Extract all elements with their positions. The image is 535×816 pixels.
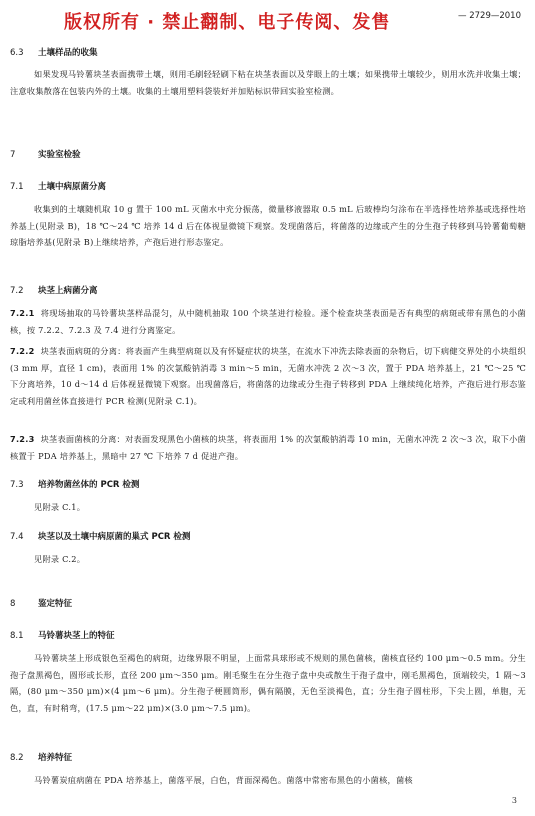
clause-number: 7.2.2 [10, 346, 35, 356]
clause-text: 块茎表面菌核的分离：对表面发现黑色小菌核的块茎，将表面用 1% 的次氯酸钠消毒 10 min，无菌水冲洗 2 次～3 次，取下小菌核置于 PDA 培养基上，黑暗中 27 ℃ 下培养 7 d 促进产孢。 [10, 434, 526, 461]
section-7-1-heading [10, 180, 106, 192]
section-7-3-paragraph: 见附录 C.1。 [34, 502, 86, 512]
section-number: 6.3 [10, 48, 24, 58]
section-number: 7.2 [10, 286, 24, 296]
standard-code: — 2729—2010 [458, 11, 521, 21]
clause-number: 7.2.1 [10, 308, 35, 318]
clause-7-2-3 [10, 431, 526, 464]
section-7-4-paragraph: 见附录 C.2。 [34, 554, 86, 564]
section-8-heading [10, 597, 72, 609]
section-title: 实验室检验 [38, 150, 81, 160]
copyright-watermark: 版权所有 · 禁止翻制、电子传阅、发售 [64, 12, 391, 33]
section-title: 土壤样品的收集 [38, 48, 98, 58]
section-title: 鉴定特征 [38, 599, 73, 609]
section-title: 培养物菌丝体的 PCR 检测 [38, 480, 140, 490]
clause-text: 块茎表面病斑的分离：将表面产生典型病斑以及有怀疑症状的块茎，在流水下冲洗去除表面的杂物后，切下病健交界处的小块组织(3 mm 厚，直径 1 cm)，表面用 1% 的次氯酸钠消毒 3 min～5 min，无菌水冲洗 2 次～3 次，置于 PDA 培养基上，21 ℃～25 ℃ 下分离培养，10 d～14 d 后体视显微镜下观察。出现菌落后，将菌落的边缘或分生孢子转移到 PDA 上继续纯化培养，产孢后进行形态鉴定或利用菌丝体直接进行 PCR 检测(见附录 C.1)。 [10, 346, 526, 406]
clause-number: 7.2.3 [10, 434, 35, 444]
section-6-3-paragraph: 如果发现马铃薯块茎表面携带土壤，则用毛刷轻轻刷下粘在块茎表面以及芽眼上的土壤；如果携带土壤较少，则用水洗并收集土壤；注意收集散落在包装内外的土壤。收集的土壤用塑料袋装好并加贴标识带回实验室检测。 [10, 69, 526, 96]
section-title: 马铃薯块茎上的特征 [38, 631, 115, 641]
section-8-1-paragraph: 马铃薯块茎上形成银色至褐色的病斑，边缘界限不明显，上面常具球形或不规则的黑色菌核，菌核直径约 100 μm～0.5 mm。分生孢子盘黑褐色，圆形或长形，直径 200 μm～350 μm。刚毛聚生在分生孢子盘中央或散生于孢子盘中，刚毛黑褐色，顶端较尖，1 隔～3 隔，(80 μm～350 μm)×(4 μm～6 μm)。分生孢子梗圆筒形，偶有隔膜，无色至淡褐色，直；分生孢子圆柱形，下尖上圆，单胞，无色，直，有时稍弯，(17.5 μm～22 μm)×(3.0 μm～7.5 μm)。 [10, 653, 526, 713]
section-number: 8.2 [10, 753, 24, 763]
section-7-heading [10, 148, 81, 160]
section-title: 块茎上病菌分离 [38, 286, 98, 296]
section-title: 块茎以及土壤中病原菌的巢式 PCR 检测 [38, 532, 191, 542]
section-title: 培养特征 [38, 753, 73, 763]
section-title: 土壤中病原菌分离 [38, 182, 107, 192]
section-7-1-paragraph: 收集到的土壤随机取 10 g 置于 100 mL 灭菌水中充分振荡，微量移液器取 0.5 mL 后玻棒均匀涂布在半选择性培养基或选择性培养基上(见附录 B)，18 ℃～24 ℃ 培养 14 d 后在体视显微镜下观察。发现菌落后，将菌落的边缘或产生的分生孢子转移到马铃薯葡萄糖琼脂培养基(见附录 B)上继续培养，产孢后进行形态鉴定。 [10, 204, 526, 247]
section-number: 8 [10, 599, 16, 609]
section-number: 7.1 [10, 182, 24, 192]
clause-7-2-1 [10, 305, 526, 338]
section-number: 7.4 [10, 532, 24, 542]
section-8-2-paragraph: 马铃薯炭疽病菌在 PDA 培养基上，菌落平展，白色，背面深褐色。菌落中常密布黑色的小菌核，菌核 [34, 775, 413, 785]
section-number: 7 [10, 150, 16, 160]
section-number: 8.1 [10, 631, 24, 641]
section-6-3-heading [10, 46, 98, 58]
clause-7-2-2 [10, 343, 526, 409]
section-8-1-heading [10, 629, 115, 641]
clause-text: 将现场抽取的马铃薯块茎样品混匀，从中随机抽取 100 个块茎进行检验。逐个检查块茎表面是否有典型的病斑或带有黑色的小菌核，按 7.2.2、7.2.3 及 7.4 进行分离鉴定。 [10, 308, 526, 335]
section-7-2-heading [10, 284, 98, 296]
section-7-4-heading [10, 530, 190, 542]
section-8-2-heading [10, 751, 72, 763]
section-number: 7.3 [10, 480, 24, 490]
page-number: 3 [511, 796, 517, 805]
section-7-3-heading [10, 478, 139, 490]
